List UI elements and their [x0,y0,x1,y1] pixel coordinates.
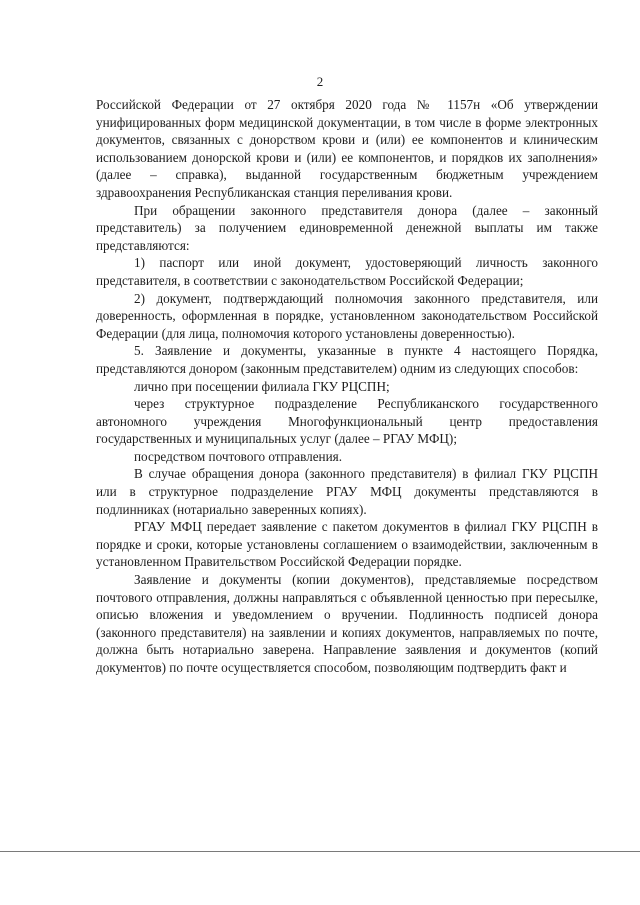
paragraph-3: 1) паспорт или иной документ, удостоверяющий личность законного представителя, в соответствии с законодательством Российской Федерации; [96,255,598,288]
page-number: 2 [316,74,324,89]
paragraph-7: через структурное подразделение Республиканского государственного автономного учреждения Многофункциональный центр предоставления государственных и муниципальных услуг (далее – РГАУ МФЦ); [96,396,598,447]
scan-edge-line [0,851,640,852]
paragraph-4: 2) документ, подтверждающий полномочия законного представителя, или доверенность, оформленная в порядке, установленном законодательством Российской Федерации (для лица, полномочия которого установлены доверенностью). [96,290,598,341]
paragraph-2: При обращении законного представителя донора (далее – законный представитель) за получением единовременной денежной выплаты им также представляются: [96,202,598,253]
paragraph-8: посредством почтового отправления. [134,448,343,464]
paragraph-5: 5. Заявление и документы, указанные в пункте 4 настоящего Порядка, представляются донором (законным представителем) одним из следующих способов: [96,343,598,376]
paragraph-6: лично при посещении филиала ГКУ РЦСПН; [134,378,390,394]
document-body [96,96,598,677]
paragraph-1: Российской Федерации от 27 октября 2020 года № 1157н «Об утверждении унифицированных форм медицинской документации, в том числе в форме электронных документов, связанных с донорством крови и (или) ее компонентов и клиническим использованием донорской крови и (или) ее компонентов, и порядков их заполнения» (далее – справка), выданной государственным бюджетным учреждением здравоохранения Республиканская станция переливания крови. [96,97,598,200]
paragraph-9: В случае обращения донора (законного представителя) в филиал ГКУ РЦСПН или в структурное подразделение РГАУ МФЦ документы представляются в подлинниках (нотариально заверенных копиях). [96,466,598,517]
paragraph-11: Заявление и документы (копии документов), представляемые посредством почтового отправления, должны направляться с объявленной ценностью при пересылке, описью вложения и уведомлением о вручении. Подлинность подписей донора (законного представителя) на заявлении и копиях документов, направляемых по почте, должна быть нотариально заверена. Направление заявления и документов (копий документов) по почте осуществляется способом, позволяющим подтвердить факт и [96,572,598,675]
paragraph-10: РГАУ МФЦ передает заявление с пакетом документов в филиал ГКУ РЦСПН в порядке и сроки, которые установлены соглашением о взаимодействии, заключенным в установленном Правительством Российской Федерации порядке. [96,519,598,570]
